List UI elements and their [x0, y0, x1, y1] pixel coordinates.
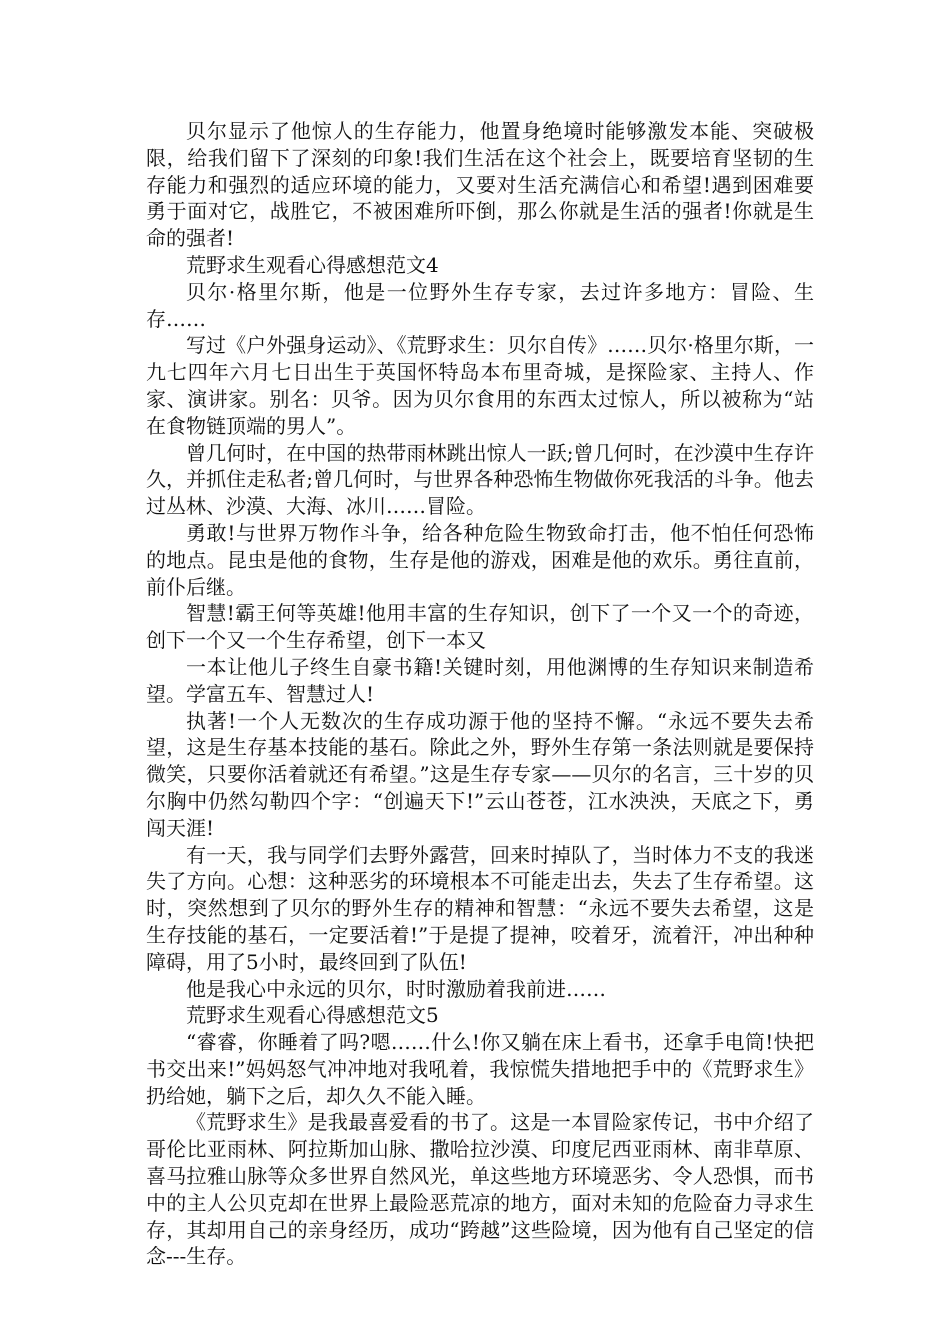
paragraph: 一本让他儿子终生自豪书籍!关键时刻，用他渊博的生存知识来制造希望。学富五车、智慧过人!: [146, 654, 814, 706]
paragraph: “睿睿，你睡着了吗?嗯……什么!你又躺在床上看书，还拿手电筒!快把书交出来!”妈妈怒气冲冲地对我吼着，我惊慌失措地把手中的《荒野求生》扔给她，躺下之后，却久久不能入睡。: [146, 1030, 814, 1108]
document-page: [146, 118, 814, 1270]
section-heading: 荒野求生观看心得感想范文4: [186, 252, 439, 277]
paragraph: 智慧!霸王何等英雄!他用丰富的生存知识，创下了一个又一个的奇迹，创下一个又一个生存希望，创下一本又: [146, 601, 814, 653]
paragraph: 贝尔·格里尔斯，他是一位野外生存专家，去过许多地方：冒险、生存……: [146, 279, 814, 331]
paragraph: 勇敢!与世界万物作斗争，给各种危险生物致命打击，他不怕任何恐怖的地点。昆虫是他的食物，生存是他的游戏，困难是他的欢乐。勇往直前，前仆后继。: [146, 520, 814, 599]
paragraph: 执著!一个人无数次的生存成功源于他的坚持不懈。“永远不要失去希望，这是生存基本技能的基石。除此之外，野外生存第一条法则就是要保持微笑，只要你活着就还有希望。”这是生存专家——贝尔的名言，三十岁的贝尔胸中仍然勾勒四个字：“创遍天下!”云山苍苍，江水泱泱，天底之下，勇闯天涯!: [146, 708, 814, 840]
paragraph: 他是我心中永远的贝尔，时时激励着我前进……: [186, 976, 606, 1001]
paragraph: 有一天，我与同学们去野外露营，回来时掉队了，当时体力不支的我迷失了方向。心想：这种恶劣的环境根本不可能走出去，失去了生存希望。这时，突然想到了贝尔的野外生存的精神和智慧：“永远不要失去希望，这是生存技能的基石，一定要活着!”于是提了提神，咬着牙，流着汗，冲出种种障碍，用了5小时，最终回到了队伍!: [146, 842, 814, 974]
paragraph: 贝尔显示了他惊人的生存能力，他置身绝境时能够激发本能、突破极限，给我们留下了深刻的印象!我们生活在这个社会上，既要培育坚韧的生存能力和强烈的适应环境的能力，又要对生活充满信心和希望!遇到困难要勇于面对它，战胜它，不被困难所吓倒，那么你就是生活的强者!你就是生命的强者!: [146, 119, 814, 251]
paragraph: 《荒野求生》是我最喜爱看的书了。这是一本冒险家传记，书中介绍了哥伦比亚雨林、阿拉斯加山脉、撒哈拉沙漠、印度尼西亚雨林、南非草原、喜马拉雅山脉等众多世界自然风光，单这些地方环境恶劣、令人恐惧，而书中的主人公贝克却在世界上最险恶荒凉的地方，面对未知的危险奋力寻求生存，其却用自己的亲身经历，成功“跨越”这些险境，因为他有自己坚定的信念---生存。: [146, 1110, 814, 1269]
paragraph: 写过《户外强身运动》、《荒野求生：贝尔自传》……贝尔·格里尔斯，一九七四年六月七日出生于英国怀特岛本布里奇城，是探险家、主持人、作家、演讲家。别名：贝爷。因为贝尔食用的东西太过惊人，所以被称为“站在食物链顶端的男人”。: [146, 333, 814, 438]
paragraph: 曾几何时，在中国的热带雨林跳出惊人一跃;曾几何时，在沙漠中生存许久，并抓住走私者;曾几何时，与世界各种恐怖生物做你死我活的斗争。他去过丛林、沙漠、大海、冰川……冒险。: [146, 440, 814, 519]
section-heading: 荒野求生观看心得感想范文5: [186, 1003, 439, 1028]
